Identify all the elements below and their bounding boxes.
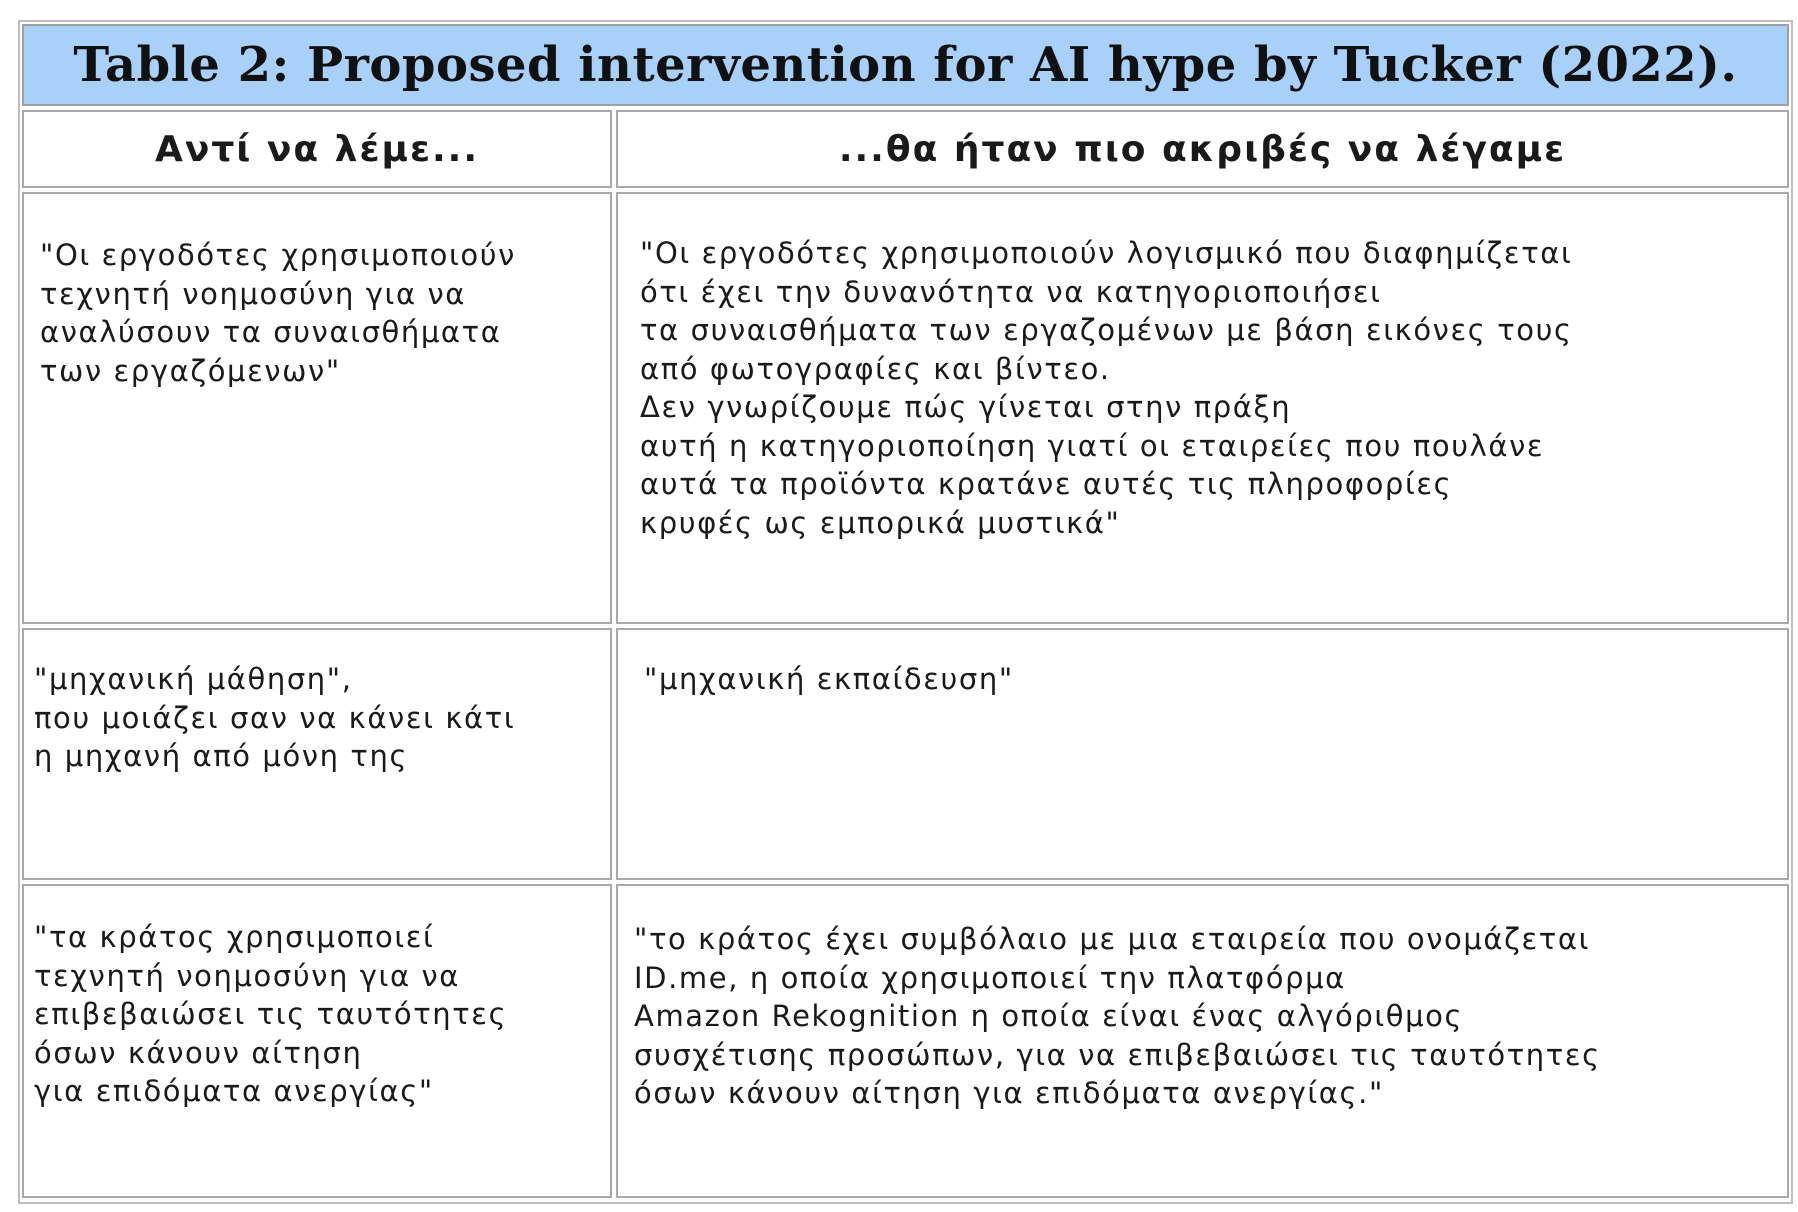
- column-header-more-accurate: [616, 110, 1789, 188]
- cell-text: "το κράτος έχει συμβόλαιο με μια εταιρεία που ονομάζεται ID.me, η οποία χρησιμοποιεί την πλατφόρμα Amazon Rekognition η οποία είναι ένας αλγόριθμος συσχέτισης προσώπων, για να επιβεβαιώσει τις ταυτότητες όσων κάνουν αίτηση για επιδόματα ανεργίας.": [634, 922, 1601, 1110]
- table-cell-row2-more-accurate: [616, 628, 1789, 880]
- table-cell-row1-more-accurate: [616, 192, 1789, 624]
- cell-text: "τα κράτος χρησιμοποιεί τεχνητή νοημοσύνη για να επιβεβαιώσει τις ταυτότητες όσων κάνουν αίτηση για επιδόματα ανεργίας": [34, 920, 508, 1108]
- table-cell-row2-instead-of: [22, 628, 612, 880]
- column-header-more-accurate-label: ...θα ήταν πιο ακριβές να λέγαμε: [838, 128, 1567, 170]
- cell-text: "μηχανική εκπαίδευση": [644, 662, 1014, 696]
- column-header-instead-of-label: Αντί να λέμε...: [154, 128, 480, 170]
- table-cell-row3-instead-of: [22, 884, 612, 1198]
- table-caption-bar: [22, 24, 1789, 106]
- table-cell-row1-instead-of: [22, 192, 612, 624]
- column-header-instead-of: [22, 110, 612, 188]
- cell-text: "μηχανική μάθηση", που μοιάζει σαν να κάνει κάτι η μηχανή από μόνη της: [34, 662, 516, 773]
- cell-text: "Οι εργοδότες χρησιμοποιούν τεχνητή νοημοσύνη για να αναλύσουν τα συναισθήματα των εργαζόμενων": [40, 238, 516, 388]
- cell-text: "Οι εργοδότες χρησιμοποιούν λογισμικό που διαφημίζεται ότι έχει την δυνανότητα να κατηγοριοποιήσει τα συναισθήματα των εργαζομένων με βάση εικόνες τους από φωτογραφίες και βίντεο. Δεν γνωρίζουμε πώς γίνεται στην πράξη αυτή η κατηγοριοποίηση γιατί οι εταιρείες που πουλάνε αυτά τα προϊόντα κρατάνε αυτές τις πληροφορίες κρυφές ως εμπορικά μυστικά": [640, 236, 1573, 540]
- table-cell-row3-more-accurate: [616, 884, 1789, 1198]
- table-caption: Table 2: Proposed intervention for AI hype by Tucker (2022).: [73, 37, 1738, 93]
